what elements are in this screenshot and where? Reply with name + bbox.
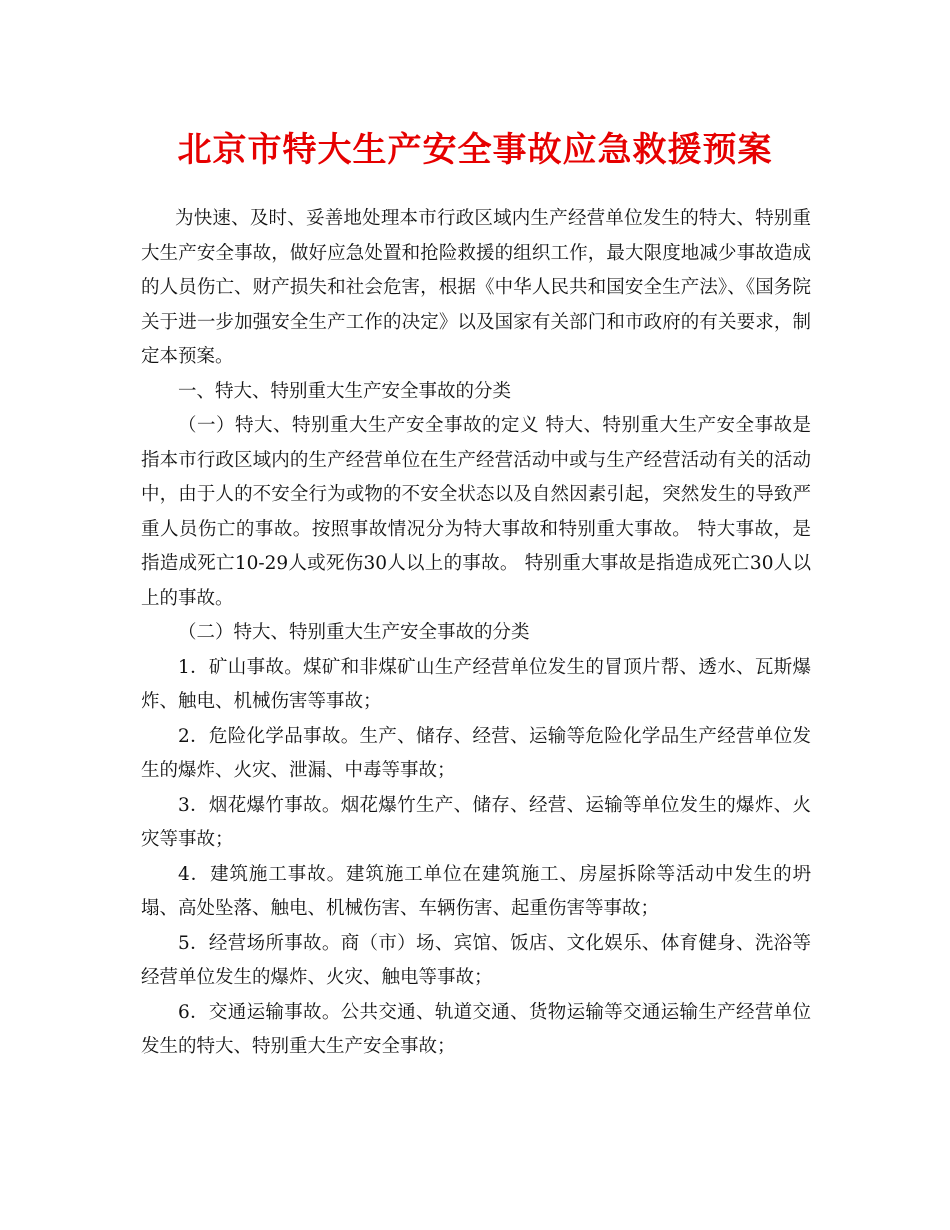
section-heading-classification: 一、特大、特别重大生产安全事故的分类 [178, 380, 512, 402]
list-item-construction: 4．建筑施工事故。建筑施工单位在建筑施工、房屋拆除等活动中发生的坍塌、高处坠落、触电、机械伤害、车辆伤害、起重伤害等事故； [141, 863, 811, 919]
list-item-mining: 1．矿山事故。煤矿和非煤矿山生产经营单位发生的冒顶片帮、透水、瓦斯爆炸、触电、机械伤害等事故； [141, 656, 811, 712]
document-body [141, 202, 811, 1065]
list-item-fireworks: 3．烟花爆竹事故。烟花爆竹生产、储存、经营、运输等单位发生的爆炸、火灾等事故； [141, 794, 811, 850]
list-item-transportation: 6．交通运输事故。公共交通、轨道交通、货物运输等交通运输生产经营单位发生的特大、特别重大生产安全事故； [141, 1001, 811, 1057]
subsection-heading-categories: （二）特大、特别重大生产安全事故的分类 [178, 622, 530, 643]
document-title: 北京市特大生产安全事故应急救援预案 [177, 130, 773, 170]
list-item-business-venues: 5．经营场所事故。商（市）场、宾馆、饭店、文化娱乐、体育健身、洗浴等经营单位发生的爆炸、火灾、触电等事故； [141, 932, 811, 988]
list-item-hazardous-chemicals: 2．危险化学品事故。生产、储存、经营、运输等危险化学品生产经营单位发生的爆炸、火灾、泄漏、中毒等事故； [141, 725, 811, 781]
definition-paragraph: （一）特大、特别重大生产安全事故的定义 特大、特别重大生产安全事故是指本市行政区域内的生产经营单位在生产经营活动中或与生产经营活动有关的活动中，由于人的不安全行为或物的不安全状态以及自然因素引起，突然发生的导致严重人员伤亡的事故。按照事故情况分为特大事故和特别重大事故。 特大事故，是指造成死亡10-29人或死伤30人以上的事故。 特别重大事故是指造成死亡30人以上的事故。 [141, 415, 811, 609]
intro-paragraph: 为快速、及时、妥善地处理本市行政区域内生产经营单位发生的特大、特别重大生产安全事故，做好应急处置和抢险救援的组织工作，最大限度地减少事故造成的人员伤亡、财产损失和社会危害，根据《中华人民共和国安全生产法》、《国务院关于进一步加强安全生产工作的决定》以及国家有关部门和市政府的有关要求，制定本预案。 [141, 208, 811, 367]
